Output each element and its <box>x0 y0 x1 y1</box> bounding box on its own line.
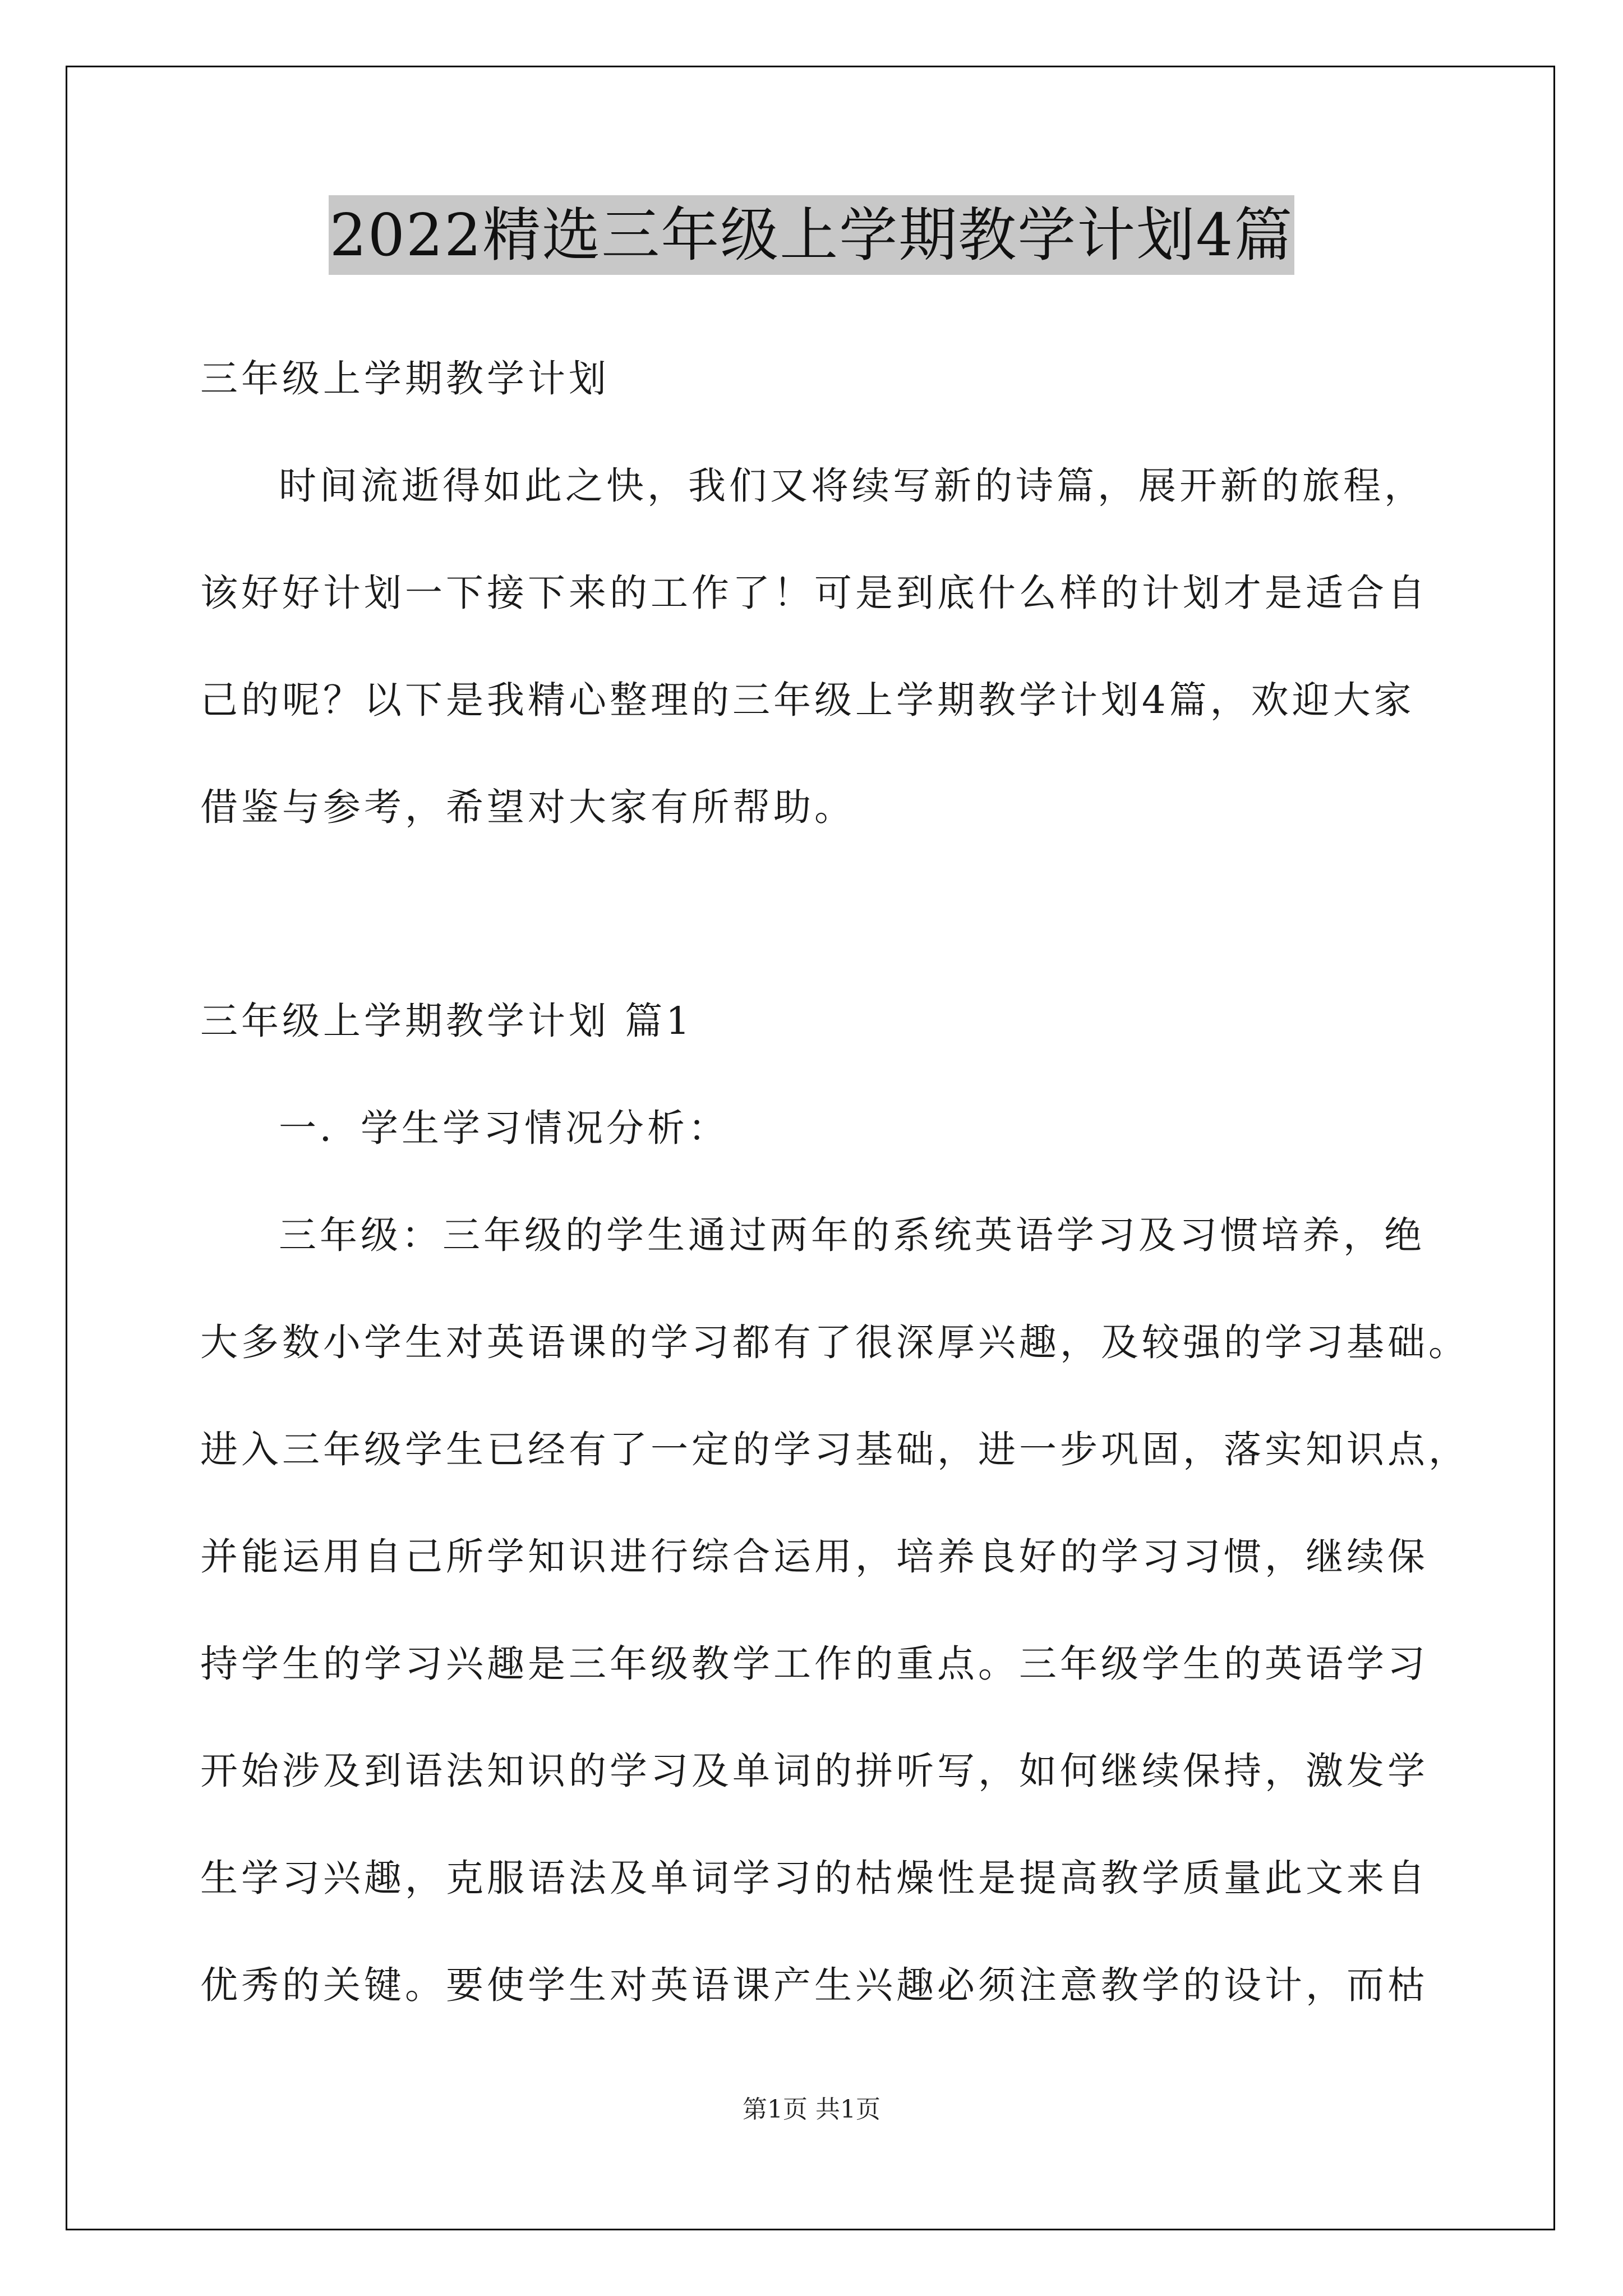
article-heading: 三年级上学期教学计划 篇1 <box>200 999 693 1043</box>
body-line: 大多数小学生对英语课的学习都有了很深厚兴趣，及较强的学习基础。 <box>200 1320 1469 1364</box>
intro-line: 己的呢？以下是我精心整理的三年级上学期教学计划4篇，欢迎大家 <box>200 678 1415 722</box>
title-container <box>0 195 1623 275</box>
page-footer: 第1页 共1页 <box>743 2095 880 2124</box>
intro-line: 借鉴与参考，希望对大家有所帮助。 <box>200 785 855 829</box>
subsection-heading: 一．学生学习情况分析： <box>279 1106 729 1150</box>
intro-line: 该好好计划一下接下来的工作了！可是到底什么样的计划才是适合自 <box>200 571 1428 615</box>
body-line: 持学生的学习兴趣是三年级教学工作的重点。三年级学生的英语学习 <box>200 1642 1428 1686</box>
document-title: 2022精选三年级上学期教学计划4篇 <box>329 195 1295 275</box>
section-heading: 三年级上学期教学计划 <box>200 357 610 401</box>
body-line: 三年级：三年级的学生通过两年的系统英语学习及习惯培养，绝 <box>279 1213 1425 1257</box>
intro-line: 时间流逝得如此之快，我们又将续写新的诗篇，展开新的旅程， <box>279 464 1425 508</box>
body-line: 优秀的关键。要使学生对英语课产生兴趣必须注意教学的设计，而枯 <box>200 1963 1428 2007</box>
body-line: 进入三年级学生已经有了一定的学习基础，进一步巩固，落实知识点， <box>200 1428 1469 1471</box>
body-line: 并能运用自己所学知识进行综合运用，培养良好的学习习惯，继续保 <box>200 1535 1428 1579</box>
body-line: 生学习兴趣，克服语法及单词学习的枯燥性是提高教学质量此文来自 <box>200 1856 1428 1900</box>
body-line: 开始涉及到语法知识的学习及单词的拼听写，如何继续保持，激发学 <box>200 1749 1428 1793</box>
